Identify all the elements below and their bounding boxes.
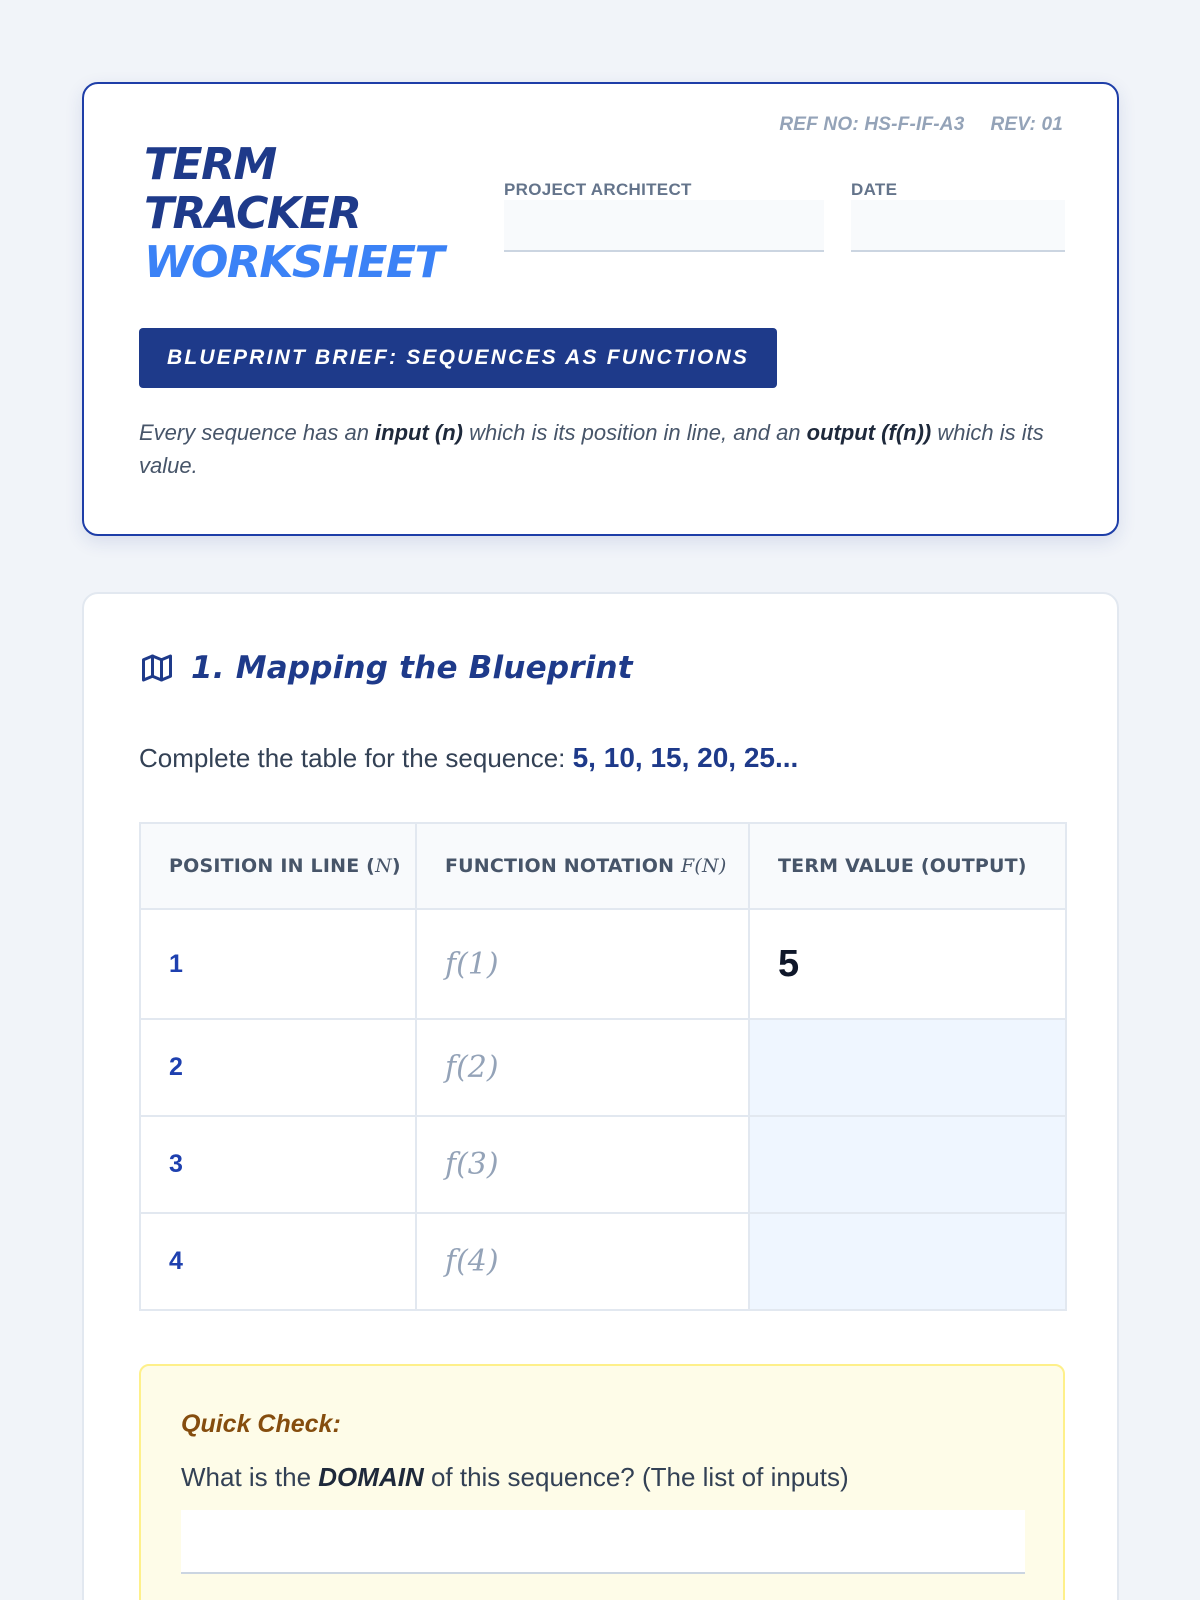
- brief-text-part-1: Every sequence has an: [139, 420, 376, 445]
- title-line-2: TRACKER: [144, 188, 361, 239]
- notation-column-header: [416, 823, 749, 909]
- position-cell: 3: [140, 1116, 416, 1213]
- table-prompt: [139, 742, 798, 774]
- date-field[interactable]: [851, 200, 1065, 252]
- table-row: [140, 1213, 1066, 1310]
- term-table: [139, 822, 1067, 1311]
- position-header-math: N: [375, 855, 392, 877]
- position-cell: 4: [140, 1213, 416, 1310]
- revision-number: REV: 01: [990, 114, 1063, 135]
- ref-number: REF NO: HS-F-IF-A3: [779, 114, 965, 135]
- position-header-text: POSITION IN LINE (: [169, 855, 376, 877]
- table-header-row: [140, 823, 1066, 909]
- term-value-input-cell[interactable]: [749, 1019, 1066, 1116]
- value-column-header: TERM VALUE (OUTPUT): [749, 823, 1066, 909]
- question-term-domain: DOMAIN: [318, 1462, 424, 1492]
- notation-cell: f(4): [416, 1213, 749, 1310]
- map-icon: [139, 650, 175, 686]
- mapping-section-card: [82, 592, 1119, 1600]
- term-value-input-cell[interactable]: [749, 1116, 1066, 1213]
- brief-text-part-3: which is its value.: [139, 420, 1044, 478]
- section-title: 1. Mapping the Blueprint: [191, 650, 633, 686]
- title-line-1: TERM: [144, 139, 276, 190]
- question-text-before: What is the: [181, 1462, 319, 1492]
- section-heading: [139, 650, 633, 686]
- domain-answer-field[interactable]: [181, 1510, 1025, 1574]
- quick-check-box: [139, 1364, 1065, 1600]
- project-architect-field[interactable]: [504, 200, 824, 252]
- worksheet-title: [144, 140, 443, 287]
- notation-cell: f(2): [416, 1019, 749, 1116]
- position-cell: 1: [140, 909, 416, 1019]
- question-text-after: of this sequence? (The list of inputs): [423, 1462, 849, 1492]
- project-architect-label: PROJECT ARCHITECT: [504, 180, 692, 199]
- term-value-cell: 5: [749, 909, 1066, 1019]
- blueprint-brief-banner: BLUEPRINT BRIEF: SEQUENCES AS FUNCTIONS: [139, 328, 777, 388]
- notation-header-math: F(N): [681, 855, 727, 877]
- blueprint-brief-text: [139, 416, 1069, 482]
- sequence-values: 5, 10, 15, 20, 25...: [572, 742, 799, 773]
- brief-text-part-2: which is its position in line, and an: [463, 420, 807, 445]
- quick-check-question: [181, 1462, 849, 1493]
- title-line-3: WORKSHEET: [144, 237, 444, 288]
- notation-cell: f(1): [416, 909, 749, 1019]
- position-cell: 2: [140, 1019, 416, 1116]
- position-header-close: ): [391, 855, 401, 877]
- term-value-input-cell[interactable]: [749, 1213, 1066, 1310]
- table-row: [140, 909, 1066, 1019]
- brief-term-input: input (n): [375, 420, 464, 445]
- prompt-text: Complete the table for the sequence:: [139, 743, 573, 773]
- quick-check-title: Quick Check:: [181, 1410, 341, 1438]
- notation-header-text: FUNCTION NOTATION: [445, 855, 682, 877]
- position-column-header: [140, 823, 416, 909]
- date-label: DATE: [851, 180, 898, 199]
- reference-line: [779, 114, 1063, 136]
- notation-cell: f(3): [416, 1116, 749, 1213]
- table-row: [140, 1116, 1066, 1213]
- table-row: [140, 1019, 1066, 1116]
- header-card: [82, 82, 1119, 536]
- brief-term-output: output (f(n)): [806, 420, 932, 445]
